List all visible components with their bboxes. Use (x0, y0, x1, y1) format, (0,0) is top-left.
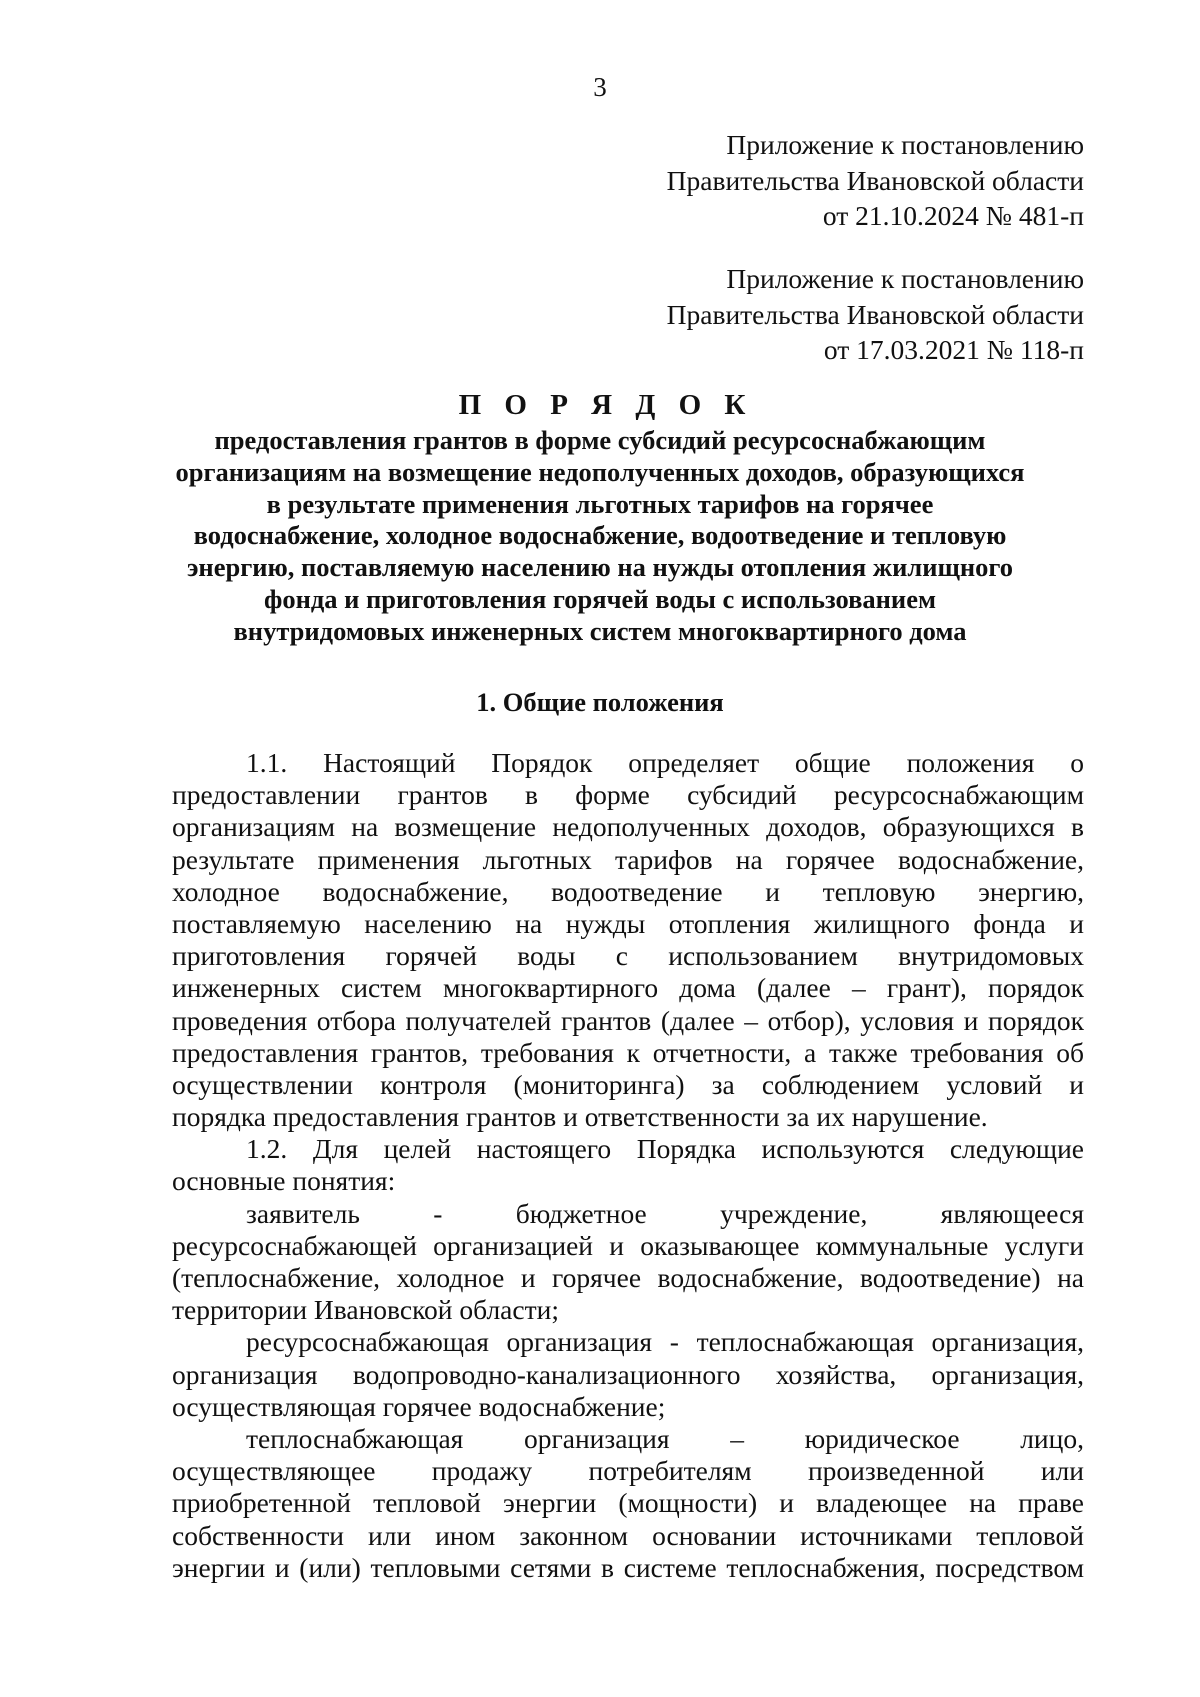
subtitle-line: энергию, поставляемую населению на нужды отопления жилищного (186, 552, 1013, 583)
document-subtitle (140, 425, 1060, 648)
body-line: предоставлении грантов в форме субсидий ресурсоснабжающим (172, 779, 1084, 811)
body-line: осуществляющая горячее водоснабжение; (172, 1390, 666, 1422)
body-line: приобретенной тепловой энергии (мощности) и владеющее на праве (172, 1487, 1084, 1519)
annex-line: от 21.10.2024 № 481-п (822, 200, 1084, 231)
annex-line: Правительства Ивановской области (666, 164, 1084, 196)
body-line: теплоснабжающая организация – юридическое лицо, (246, 1422, 1084, 1454)
body-line: основные понятия: (172, 1165, 396, 1197)
body-line: территории Ивановской области; (172, 1294, 559, 1326)
body-line: холодное водоснабжение, водоотведение и тепловую энергию, (172, 875, 1084, 907)
body-line: энергии и (или) тепловыми сетями в системе теплоснабжения, посредством (172, 1551, 1084, 1583)
annex-line: Правительства Ивановской области (666, 298, 1084, 330)
subtitle-line: водоснабжение, холодное водоснабжение, водоотведение и тепловую (193, 520, 1007, 551)
body-line: ресурсоснабжающая организация - теплоснабжающая организация, (246, 1326, 1084, 1358)
body-line: организациям на возмещение недополученных доходов, образующихся в (172, 811, 1084, 843)
body-line: инженерных систем многоквартирного дома (далее – грант), порядок (172, 972, 1084, 1004)
annex-reference-original (667, 261, 1084, 368)
annex-line: Приложение к постановлению (726, 129, 1084, 160)
annex-reference-current (667, 127, 1084, 234)
subtitle-line: внутридомовых инженерных систем многоквартирного дома (233, 615, 967, 646)
document-title: П О Р Я Д О К (458, 389, 754, 421)
subtitle-line: в результате применения льготных тарифов на горячее (266, 488, 934, 519)
page-number: 3 (593, 72, 607, 102)
body-line: поставляемую населению на нужды отопления жилищного фонда и (172, 907, 1084, 939)
subtitle-line: фонда и приготовления горячей воды с использованием (263, 583, 937, 614)
body-line: 1.1. Настоящий Порядок определяет общие положения о (246, 747, 1084, 778)
annex-line: от 17.03.2021 № 118-п (823, 334, 1084, 365)
subtitle-line: предоставления грантов в форме субсидий ресурсоснабжающим (214, 425, 986, 455)
body-line: результате применения льготных тарифов на горячее водоснабжение, (172, 843, 1084, 875)
body-line: предоставления грантов, требования к отчетности, а также требования об (172, 1036, 1084, 1068)
document-body (172, 747, 1084, 1584)
subtitle-line: организациям на возмещение недополученных доходов, образующихся (175, 456, 1025, 487)
body-line: ресурсоснабжающей организацией и оказывающее коммунальные услуги (172, 1229, 1084, 1261)
body-line: приготовления горячей воды с использованием внутридомовых (172, 940, 1084, 972)
body-line: осуществлении контроля (мониторинга) за соблюдением условий и (172, 1068, 1084, 1100)
body-line: заявитель - бюджетное учреждение, являющееся (246, 1197, 1084, 1229)
body-line: собственности или ином законном основании источниками тепловой (172, 1519, 1084, 1551)
body-line: (теплоснабжение, холодное и горячее водоснабжение, водоотведение) на (172, 1262, 1084, 1293)
annex-line: Приложение к постановлению (726, 263, 1084, 294)
body-line: организация водопроводно-канализационного хозяйства, организация, (172, 1358, 1084, 1390)
body-line: проведения отбора получателей грантов (далее – отбор), условия и порядок (172, 1004, 1084, 1036)
body-line: осуществляющее продажу потребителям произведенной или (172, 1455, 1084, 1487)
section-heading: 1. Общие положения (476, 687, 724, 717)
body-line: 1.2. Для целей настоящего Порядка используются следующие (246, 1133, 1084, 1165)
body-line: порядка предоставления грантов и ответственности за их нарушение. (172, 1101, 988, 1133)
